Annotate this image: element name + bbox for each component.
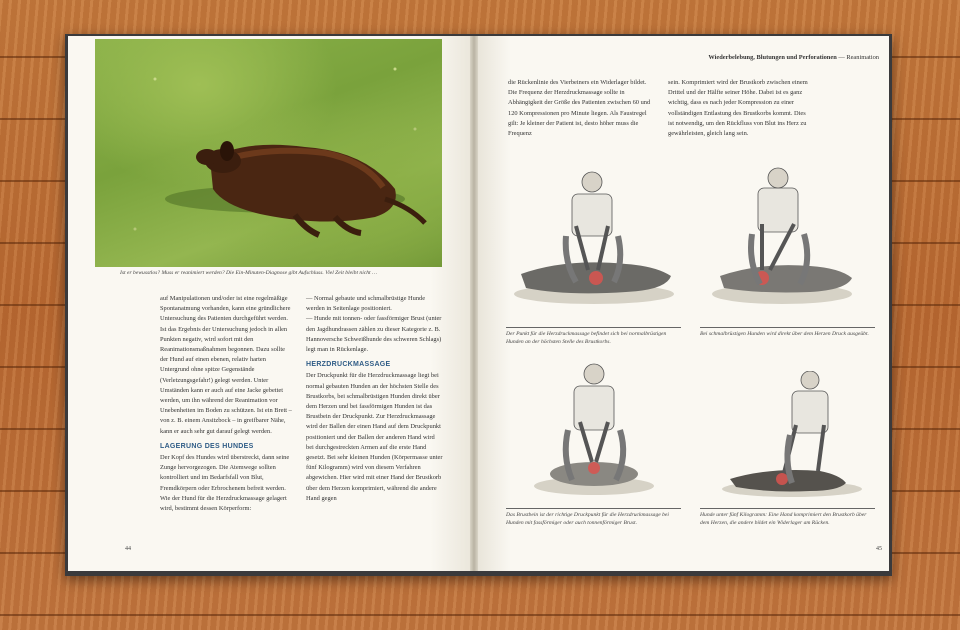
left-column-2 xyxy=(306,294,444,504)
open-book xyxy=(65,34,892,576)
list-item: — Hunde mit tonnen- oder fassförmiger Brust (unter den Jagdhundrassen zählen zu dieser Kategorie z. B. Hannoversche Schweißhunde des schweren Schlags) legt man in Rückenlage. xyxy=(306,315,442,354)
figure-caption-1: Der Punkt für die Herzdruckmassage befindet sich bei normalbrüstigen Hunden an der höchsten Stelle des Brustkorbs. xyxy=(506,331,667,345)
left-page xyxy=(68,36,470,571)
caption-rule xyxy=(700,327,875,328)
figure-caption-4: Hunde unter fünf Kilogramm: Eine Hand komprimiert den Brustkorb über dem Herzen, die andere bildet ein Widerlager am Rücken. xyxy=(700,512,867,526)
running-head-section: — Reanimation xyxy=(836,54,879,61)
caption-rule xyxy=(506,327,681,328)
paragraph: Der Druckpunkt für die Herzdruckmassage liegt bei normal gebauten Hunden an der höchsten Stelle des Brustkorbs, bei schmalbrüstigen Hunden direkt über dem Herzen und bei fassförmigen Hunden ist das Brustbein der Druckpunkt. Zur Herzdruckmassage wird der Ballen der einen Hand auf dem Druckpunkt positioniert und der Ballen der anderen Hand wird bei durchgestreckten Armen auf die erste Hand gesetzt. Bei sehr kleinen Hunden (Körpermasse unter fünf Kilogramm) wird von diesem Verfahren abgewichen. Hier wird mit einer Hand der Brustkorb über dem Herzen komprimiert, während die andere Hand gegen xyxy=(306,372,443,502)
right-page xyxy=(478,36,889,571)
right-column-1: die Rückenlinie des Vierbeiners ein Widerlager bildet. Die Frequenz der Herzdruckmassage sollte in Abhängigkeit der Größe des Patienten zwischen 60 und 120 Kompressionen pro Minute liegen. Als Faustregel gilt: Je kleiner der Patient ist, desto höher muss die Frequenz xyxy=(508,79,651,138)
paragraph: Der Kopf des Hundes wird überstreckt, dann seine Zunge hervorgezogen. Die Atemwege sollten kontrolliert und im Bedarfsfall von Blut, Fremdkörpern oder Erbrochenem befreit werden. Wie der Hund für die Herzdruckmassage gelagert wird, bestimmt dessen Körperform: xyxy=(160,454,290,513)
section-heading-lagerung: LAGERUNG DES HUNDES xyxy=(160,442,254,450)
page-number-left: 44 xyxy=(125,546,131,552)
figure-caption-3: Das Brustbein ist der richtige Druckpunkt für die Herzdruckmassage bei Hunden mit fassförmiger oder auch tonnenförmiger Brust. xyxy=(506,512,669,526)
photo-caption: Ist er bewusstlos? Muss er reanimiert werden? Die Ein-Minuten-Diagnose gibt Aufschluss. Viel Zeit bleibt nicht … xyxy=(120,270,377,276)
caption-rule xyxy=(700,508,875,509)
list-item: — Normal gebaute und schmalbrüstige Hunde werden in Seitenlage positioniert. xyxy=(306,295,426,313)
figure-caption-2: Bei schmalbrüstigen Hunden wird direkt über dem Herzen Druck ausgeübt. xyxy=(700,331,869,337)
illustration-normal-chest xyxy=(506,166,681,324)
right-column-2: sein. Komprimiert wird der Brustkorb zwischen einem Drittel und der Hälfte seiner Höhe. Dabei ist es ganz wichtig, dass es nach jeder Kompression zu einer vollständigen Entlastung des Brustkorbs kommt. Dies ist notwendig, um den Rückfluss von Blut ins Herz zu gewährleisten, gleich lang sein. xyxy=(668,79,808,138)
dog-on-grass-image xyxy=(95,39,442,267)
paragraph: auf Manipulationen und/oder ist eine regelmäßige Spontanatmung vorhanden, kann eine gründlichere Untersuchung des Patienten durchgeführt werden. Ist das Ergebnis der Untersuchung jedoch in allen Punkten negativ, wird sofort mit den Reanimationsmaßnahmen begonnen. Dazu sollte der Hund auf einen ebenen, relativ harten Untergrund ohne spitze Gegenstände (Verletzungsgefahr!) gelegt werden. Unter Umständen kann er auch auf eine Jacke gebettet werden, um ihn während der Reanimation vor Unebenheiten im Boden zu schützen. Ist ein Brett – von z. B. einem Ansitzbock – in greifbarer Nähe, kann er auch sehr gut darauf gelegt werden. xyxy=(160,295,292,435)
caption-rule xyxy=(506,508,681,509)
running-head-chapter: Wiederbelebung, Blutungen und Perforationen xyxy=(708,54,837,61)
running-head xyxy=(708,54,879,61)
left-column-1 xyxy=(160,294,293,514)
illustration-barrel-chest xyxy=(506,356,681,506)
illustration-narrow-chest xyxy=(700,166,875,324)
section-heading-herzdruckmassage: HERZDRUCKMASSAGE xyxy=(306,361,391,369)
book-gutter xyxy=(470,36,478,571)
illustration-small-dog xyxy=(700,371,875,506)
dog-photo xyxy=(95,39,442,267)
page-number-right: 45 xyxy=(876,546,882,552)
